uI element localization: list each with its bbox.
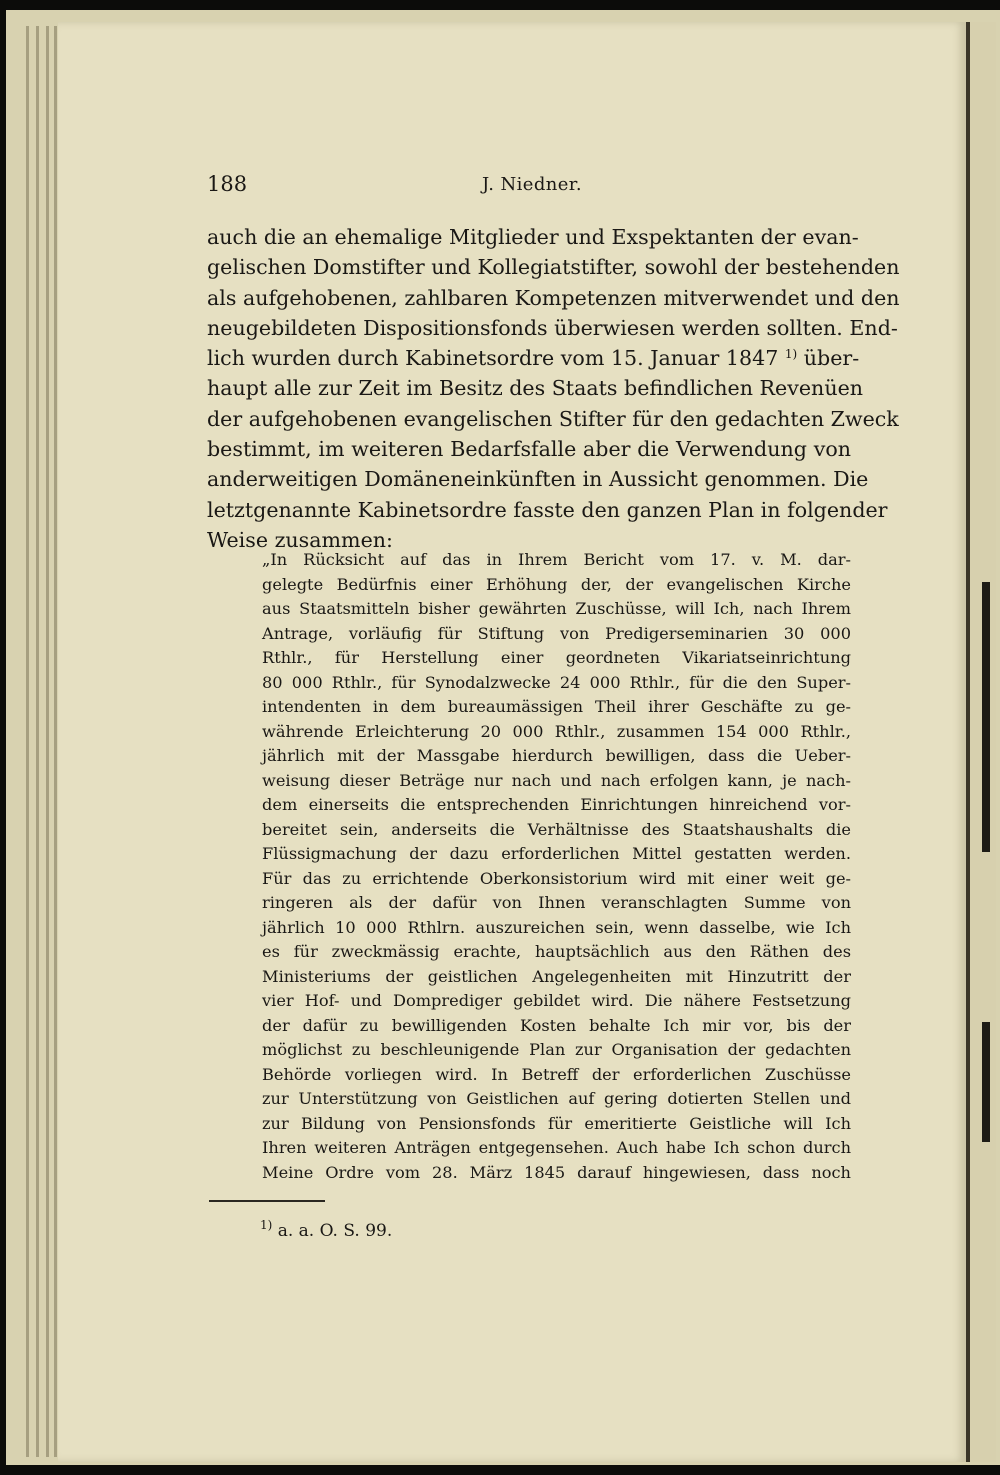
quote-line: bereitet sein, anderseits die Verhältnisse des Staatshaushalts die [262, 819, 851, 839]
quote-line: möglichst zu beschleunigende Plan zur Organisation der gedachten [262, 1040, 851, 1059]
quote-line: es für zweckmässig erachte, hauptsächlich aus den Räthen des [262, 942, 851, 961]
page-edge-line [46, 26, 49, 1457]
quote-line: der dafür zu bewilligenden Kosten behalte Ich mir vor, bis der [262, 1015, 851, 1035]
body-line-with-footnote [207, 343, 860, 373]
quote-line: zur Unterstützung von Geistlichen auf gering dotierten Stellen und [262, 1089, 851, 1108]
quote-line: Ihren weiteren Anträgen entgegensehen. Auch habe Ich schon durch [262, 1138, 851, 1157]
quote-line: aus Staatsmitteln bisher gewährten Zuschüsse, will Ich, nach Ihrem [262, 599, 851, 618]
quote-line: jährlich mit der Massgabe hierdurch bewilligen, dass die Ueber- [262, 746, 851, 765]
page-number: 188 [207, 172, 248, 196]
footnote-reference: 1) [784, 347, 798, 362]
quoted-order [262, 548, 851, 1185]
page-header [207, 172, 851, 202]
footnote-text: a. a. O. S. 99. [272, 1221, 393, 1241]
quote-line: dem einerseits die entsprechenden Einrichtungen hinreichend vor- [262, 795, 851, 814]
footnote [260, 1218, 393, 1241]
quote-line: währende Erleichterung 20 000 Rthlr., zusammen 154 000 Rthlr., [262, 721, 851, 741]
body-line: auch die an ehemalige Mitglieder und Exspektanten der evan- [207, 225, 859, 249]
quote-line: ringeren als der dafür von Ihnen veranschlagten Summe von [262, 893, 851, 912]
body-line: Weise zusammen: [207, 527, 393, 552]
body-line: der aufgehobenen evangelischen Stifter für den gedachten Zweck [207, 406, 899, 431]
body-line: neugebildeten Dispositionsfonds überwiesen werden sollten. End- [207, 315, 898, 340]
quote-line: 80 000 Rthlr., für Synodalzwecke 24 000 Rthlr., für die den Super- [262, 672, 851, 692]
quote-line: Rthlr., für Herstellung einer geordneten Vikariatseinrichtung [262, 648, 851, 667]
page-edge-mark [982, 582, 990, 852]
quote-line: Antrage, vorläufig für Stiftung von Predigerseminarien 30 000 [262, 623, 851, 643]
facing-page-edge [966, 22, 996, 1462]
gutter-shadow [966, 22, 970, 1462]
body-line: anderweitigen Domäneneinkünften in Aussicht genommen. Die [207, 467, 869, 492]
body-paragraph [207, 222, 900, 555]
running-head: J. Niedner. [482, 174, 582, 195]
quote-line: zur Bildung von Pensionsfonds für emeritierte Geistliche will Ich [262, 1113, 851, 1133]
quote-line: weisung dieser Beträge nur nach und nach erfolgen kann, je nach- [262, 770, 851, 790]
quote-line: Meine Ordre vom 28. März 1845 darauf hingewiesen, dass noch [262, 1162, 851, 1182]
body-line: als aufgehobenen, zahlbaren Kompetenzen mitverwendet und den [207, 285, 900, 310]
quote-line: Flüssigmachung der dazu erforderlichen Mittel gestatten werden. [262, 844, 851, 863]
body-line: gelischen Domstifter und Kollegiatstifter, sowohl der bestehenden [207, 255, 900, 280]
quote-line: vier Hof- und Domprediger gebildet wird. Die nähere Festsetzung [262, 991, 851, 1010]
page-edge-line [26, 26, 29, 1457]
body-line-end: über- [797, 346, 860, 371]
quote-line: jährlich 10 000 Rthlrn. auszureichen sein, wenn dasselbe, wie Ich [262, 917, 851, 937]
quote-line: Ministeriums der geistlichen Angelegenheiten mit Hinzutritt der [262, 966, 851, 986]
quote-line: intendenten in dem bureaumässigen Theil ihrer Geschäfte zu ge- [262, 697, 851, 716]
quote-line: Für das zu errichtende Oberkonsistorium wird mit einer weit ge- [262, 868, 851, 888]
quote-line: Behörde vorliegen wird. In Betreff der erforderlichen Zuschüsse [262, 1064, 851, 1084]
page-edge-line [54, 26, 57, 1457]
body-line: haupt alle zur Zeit im Besitz des Staats befindlichen Revenüen [207, 376, 864, 401]
quote-line: „In Rücksicht auf das in Ihrem Bericht vom 17. v. M. dar- [262, 550, 851, 569]
footnote-divider [209, 1200, 325, 1202]
body-line: bestimmt, im weiteren Bedarfsfalle aber die Verwendung von [207, 437, 851, 462]
page-edge-line [36, 26, 39, 1457]
footnote-mark: 1) [260, 1218, 273, 1232]
quote-line: gelegte Bedürfnis einer Erhöhung der, der evangelischen Kirche [262, 574, 851, 594]
body-line: letztgenannte Kabinetsordre fasste den ganzen Plan in folgender [207, 497, 888, 522]
body-line: lich wurden durch Kabinetsordre vom 15. Januar 1847 [207, 346, 779, 371]
page-edge-mark [982, 1022, 990, 1142]
